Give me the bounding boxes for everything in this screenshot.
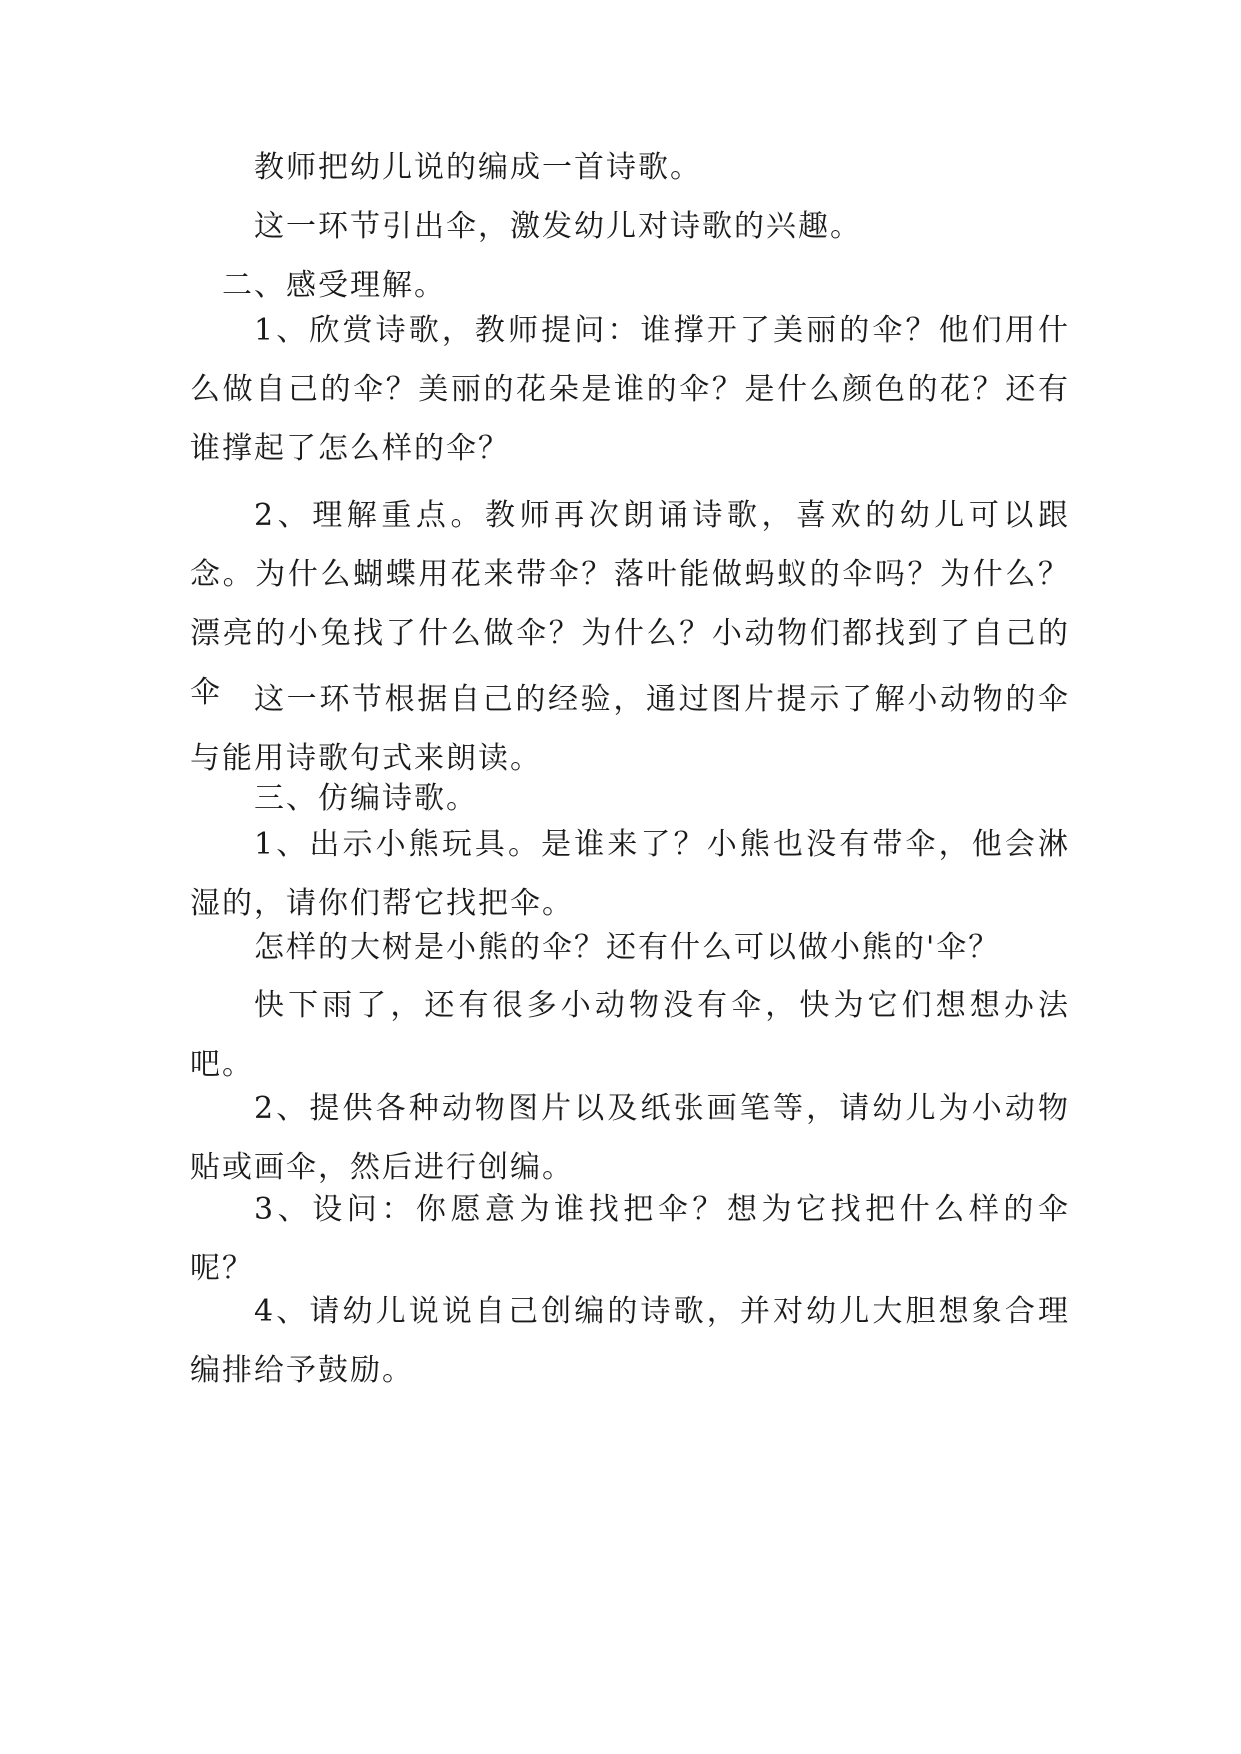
paragraph-step-3-1: 1、出示小熊玩具。是谁来了？小熊也没有带伞，他会淋湿的，请你们帮它找把伞。 bbox=[190, 827, 1070, 921]
paragraph-step-3-2: 2、提供各种动物图片以及纸张画笔等，请幼儿为小动物贴或画伞，然后进行创编。 bbox=[190, 1091, 1070, 1185]
section-heading-2: 二、感受理解。 bbox=[222, 268, 446, 303]
paragraph-bear-umbrella-question: 怎样的大树是小熊的伞？还有什么可以做小熊的'伞？ bbox=[254, 930, 1001, 965]
paragraph-step-2-2: 2、理解重点。教师再次朗诵诗歌，喜欢的幼儿可以跟念。为什么蝴蝶用花来带伞？落叶能做蚂蚁的伞吗？为什么？漂亮的小兔找了什么做伞？为什么？小动物们都找到了自己的伞 bbox=[190, 498, 1070, 710]
paragraph-step-2-summary: 这一环节根据自己的经验，通过图片提示了解小动物的伞与能用诗歌句式来朗读。 bbox=[190, 682, 1070, 776]
paragraph-introduce-umbrella: 这一环节引出伞，激发幼儿对诗歌的兴趣。 bbox=[254, 209, 862, 244]
paragraph-rain-coming: 快下雨了，还有很多小动物没有伞，快为它们想想办法吧。 bbox=[190, 988, 1070, 1082]
paragraph-teacher-compose-poem: 教师把幼儿说的编成一首诗歌。 bbox=[254, 150, 702, 185]
paragraph-step-3-3: 3、设问：你愿意为谁找把伞？想为它找把什么样的伞呢？ bbox=[190, 1192, 1070, 1286]
paragraph-step-3-4: 4、请幼儿说说自己创编的诗歌，并对幼儿大胆想象合理编排给予鼓励。 bbox=[190, 1294, 1070, 1388]
paragraph-step-2-1: 1、欣赏诗歌，教师提问：谁撑开了美丽的伞？他们用什么做自己的伞？美丽的花朵是谁的伞？是什么颜色的花？还有谁撑起了怎么样的伞？ bbox=[190, 313, 1070, 466]
section-heading-3: 三、仿编诗歌。 bbox=[254, 781, 478, 816]
